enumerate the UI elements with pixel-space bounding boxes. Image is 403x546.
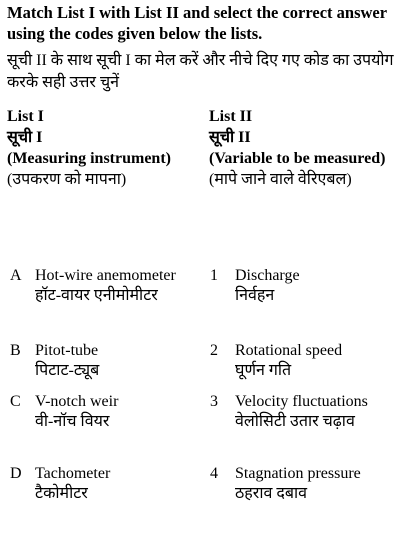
list1-title-hi: सूची I <box>7 129 43 146</box>
list2-item-label: 2 <box>210 342 218 359</box>
list2-item-en: Velocity fluctuations <box>235 393 368 410</box>
list2-item-label: 4 <box>210 465 218 482</box>
list1-item <box>35 464 205 504</box>
list1-item-hi: पिटाट-ट्यूब <box>35 362 100 379</box>
list2-header <box>209 106 399 190</box>
list2-caption-hi: (मापे जाने वाले वेरिएबल) <box>209 171 352 188</box>
list1-item-label: A <box>10 267 22 284</box>
list1-item <box>35 341 205 381</box>
list1-caption-hi: (उपकरण को मापना) <box>7 171 127 188</box>
list2-item <box>235 266 400 306</box>
list2-caption-en: (Variable to be measured) <box>209 150 386 167</box>
list2-item-en: Rotational speed <box>235 342 343 359</box>
list2-item-hi: ठहराव दबाव <box>235 485 308 502</box>
list2-item-en: Discharge <box>235 267 300 284</box>
list1-item-en: Pitot-tube <box>35 342 99 359</box>
list1-title-en: List I <box>7 108 44 125</box>
list2-item <box>235 464 400 504</box>
list1-item-hi: वी-नॉच वियर <box>35 413 110 430</box>
list2-item-label: 1 <box>210 267 218 284</box>
list2-item <box>235 341 400 381</box>
list2-item <box>235 392 400 432</box>
list1-item-label: B <box>10 342 21 359</box>
list1-item-en: Tachometer <box>35 465 111 482</box>
list1-item-label: C <box>10 393 21 410</box>
list1-item <box>35 392 205 432</box>
list1-item-hi: टैकोमीटर <box>35 485 88 502</box>
question-english: Match List I with List II and select the correct answer using the codes given below the lists. <box>7 3 387 43</box>
list1-item <box>35 266 205 306</box>
list1-header <box>7 106 197 190</box>
list2-item-hi: निर्वहन <box>235 287 275 304</box>
list2-item-en: Stagnation pressure <box>235 465 361 482</box>
list1-item-hi: हॉट-वायर एनीमोमीटर <box>35 287 158 304</box>
list2-title-hi: सूची II <box>209 129 251 146</box>
question-hindi: सूची II के साथ सूची I का मेल करें और नीचे दिए गए कोड का उपयोग करके सही उत्तर चुनें <box>7 52 394 91</box>
list1-item-label: D <box>10 465 22 482</box>
list2-title-en: List II <box>209 108 253 125</box>
list1-caption-en: (Measuring instrument) <box>7 150 171 167</box>
list2-item-hi: घूर्णन गति <box>235 362 292 379</box>
list1-item-en: V-notch weir <box>35 393 119 410</box>
list2-item-label: 3 <box>210 393 218 410</box>
list1-item-en: Hot-wire anemometer <box>35 267 176 284</box>
list2-item-hi: वेलोसिटी उतार चढ़ाव <box>235 413 355 430</box>
